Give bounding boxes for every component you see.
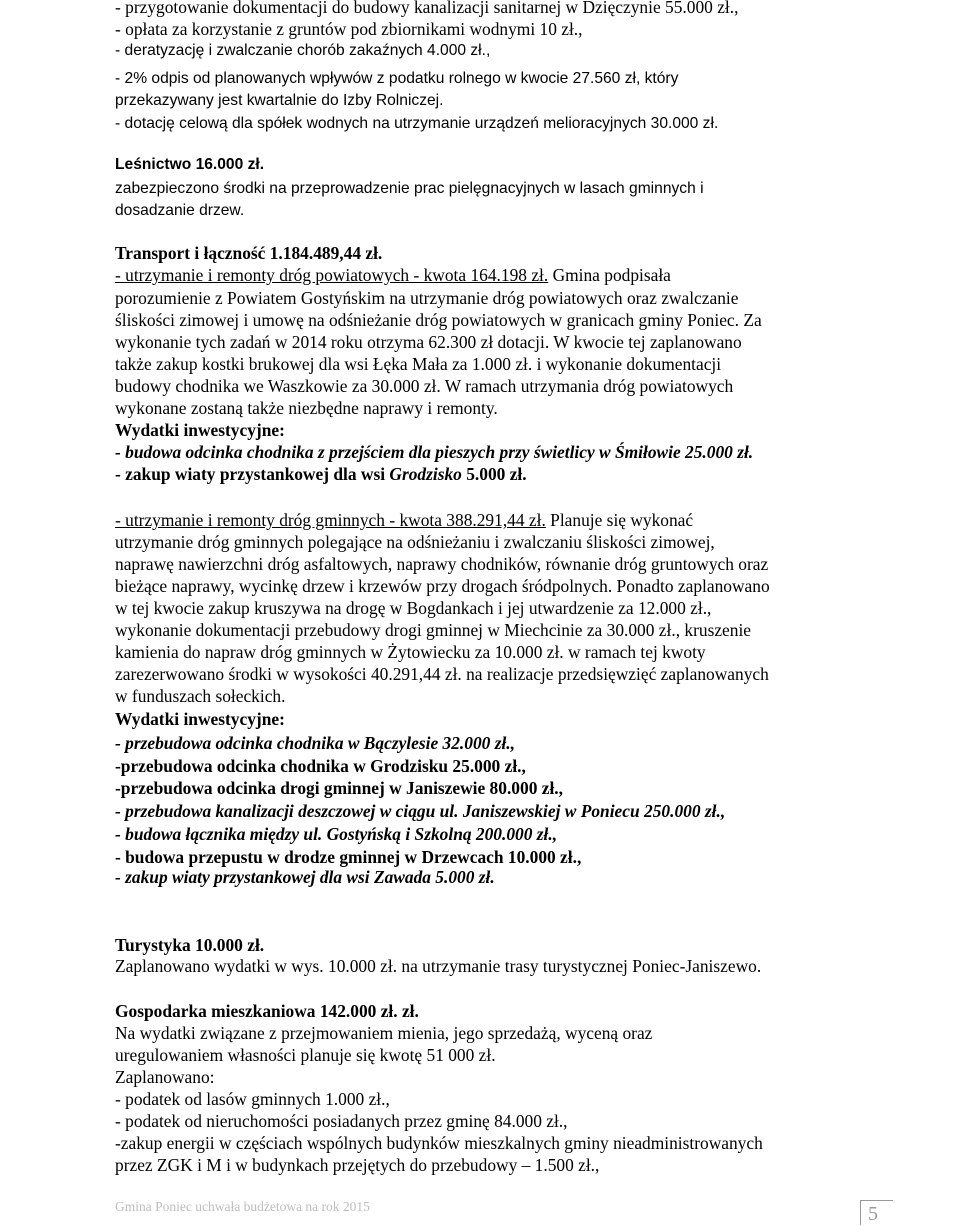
- text-line: wykonane zostaną także niezbędne naprawy i remonty.: [115, 398, 498, 418]
- section-heading-gospodarka: Gospodarka mieszkaniowa 142.000 zł. zł.: [115, 1001, 419, 1021]
- section-heading-lesnictwo: Leśnictwo 16.000 zł.: [115, 156, 265, 173]
- text-line: zabezpieczono środki na przeprowadzenie prac pielęgnacyjnych w lasach gminnych i: [115, 180, 704, 197]
- investment-item: - zakup wiaty przystankowej dla wsi Zawada 5.000 zł.: [115, 867, 495, 887]
- page-number: 5: [868, 1203, 878, 1225]
- text-fragment: Gmina podpisała: [548, 265, 671, 285]
- investment-item: - budowa łącznika między ul. Gostyńską i Szkolną 200.000 zł.,: [115, 824, 558, 844]
- investment-heading: Wydatki inwestycyjne:: [115, 420, 285, 440]
- subsection-heading-drogi-powiatowe: - utrzymanie i remonty dróg powiatowych - kwota 164.198 zł.: [115, 265, 549, 285]
- investment-item: - budowa przepustu w drodze gminnej w Drzewcach 10.000 zł.,: [115, 847, 582, 867]
- investment-item: -przebudowa odcinka chodnika w Grodzisku 25.000 zł.,: [115, 756, 526, 776]
- text-line: także zakup kostki brukowej dla wsi Łęka Mała za 1.000 zł. i wykonanie dokumentacji: [115, 354, 722, 374]
- text-line: Na wydatki związane z przejmowaniem mienia, jego sprzedażą, wyceną oraz: [115, 1023, 653, 1043]
- investment-heading: Wydatki inwestycyjne:: [115, 709, 285, 729]
- text-line: - podatek od nieruchomości posiadanych przez gminę 84.000 zł.,: [115, 1111, 568, 1131]
- text-line: - podatek od lasów gminnych 1.000 zł.,: [115, 1089, 390, 1109]
- section-heading-transport: Transport i łączność 1.184.489,44 zł.: [115, 243, 383, 263]
- investment-item: - przebudowa kanalizacji deszczowej w ciągu ul. Janiszewskiej w Poniecu 250.000 zł.,: [115, 801, 726, 821]
- text-line: - deratyzację i zwalczanie chorób zakaźnych 4.000 zł.,: [115, 42, 491, 59]
- text-fragment: Planuje się wykonać: [545, 510, 694, 530]
- text-line: Zaplanowano:: [115, 1067, 215, 1087]
- text-fragment: Grodzisko: [389, 464, 462, 484]
- text-line: przekazywany jest kwartalnie do Izby Rolniczej.: [115, 92, 444, 109]
- page-number-box: [860, 1200, 893, 1225]
- investment-item: - przebudowa odcinka chodnika w Bączylesie 32.000 zł.,: [115, 733, 515, 753]
- text-line: - dotację celową dla spółek wodnych na utrzymanie urządzeń melioracyjnych 30.000 zł.: [115, 115, 719, 132]
- text-line: w tej kwocie zakup kruszywa na drogę w Bogdankach i jej utwardzenie za 12.000 zł.,: [115, 598, 712, 618]
- text-line: -zakup energii w częściach wspólnych budynków mieszkalnych gminy nieadministrowanych: [115, 1133, 763, 1153]
- text-line: w funduszach sołeckich.: [115, 686, 286, 706]
- text-line: utrzymanie dróg gminnych polegające na odśnieżaniu i zwalczaniu śliskości zimowej,: [115, 532, 715, 552]
- text-line: wykonanie tych zadań w 2014 roku otrzyma 62.300 zł dotacji. W kwocie tej zaplanowano: [115, 332, 742, 352]
- text-line: kamienia do napraw dróg gminnych w Żytowiecku za 10.000 zł. w ramach tej kwoty: [115, 642, 706, 662]
- text-line: Zaplanowano wydatki w wys. 10.000 zł. na utrzymanie trasy turystycznej Poniec-Janiszewo.: [115, 956, 762, 976]
- text-line: budowy chodnika we Waszkowie za 30.000 zł. W ramach utrzymania dróg powiatowych: [115, 376, 734, 396]
- text-line: - opłata za korzystanie z gruntów pod zbiornikami wodnymi 10 zł.,: [115, 19, 583, 39]
- investment-item: [115, 463, 527, 485]
- subsection-heading-drogi-gminne: - utrzymanie i remonty dróg gminnych - kwota 388.291,44 zł.: [115, 510, 546, 530]
- text-line: porozumienie z Powiatem Gostyńskim na utrzymanie dróg powiatowych oraz zwalczanie: [115, 288, 739, 308]
- investment-item: -przebudowa odcinka drogi gminnej w Janiszewie 80.000 zł.,: [115, 778, 563, 798]
- text-line: uregulowaniem własności planuje się kwotę 51 000 zł.: [115, 1045, 496, 1065]
- section-heading-turystyka: Turystyka 10.000 zł.: [115, 935, 265, 955]
- text-fragment: 5.000 zł.: [461, 464, 527, 484]
- text-line: wykonanie dokumentacji przebudowy drogi gminnej w Miechcinie za 30.000 zł., kruszenie: [115, 620, 752, 640]
- text-line: naprawę nawierzchni dróg asfaltowych, naprawy chodników, równanie dróg gruntowych oraz: [115, 554, 769, 574]
- text-line: bieżące naprawy, wycinkę drzew i krzewów przy drogach śródpolnych. Ponadto zaplanowano: [115, 576, 770, 596]
- footer-text: Gmina Poniec uchwała budżetowa na rok 2015: [115, 1199, 370, 1214]
- text-line: [115, 264, 671, 286]
- text-line: dosadzanie drzew.: [115, 202, 245, 219]
- text-line: zarezerwowano środki w wysokości 40.291,44 zł. na realizacje przedsięwzięć zaplanowanych: [115, 664, 769, 684]
- text-fragment: - zakup wiaty przystankowej dla wsi: [115, 464, 390, 484]
- text-line: [115, 509, 693, 531]
- text-line: - 2% odpis od planowanych wpływów z podatku rolnego w kwocie 27.560 zł, który: [115, 70, 679, 87]
- text-line: przez ZGK i M i w budynkach przejętych do przebudowy – 1.500 zł.,: [115, 1155, 600, 1175]
- investment-item: - budowa odcinka chodnika z przejściem dla pieszych przy świetlicy w Śmiłowie 25.000 zł.: [115, 442, 754, 462]
- text-line: śliskości zimowej i umowę na odśnieżanie dróg powiatowych w granicach gminy Poniec. Za: [115, 310, 762, 330]
- text-line: - przygotowanie dokumentacji do budowy kanalizacji sanitarnej w Dzięczynie 55.000 zł.,: [115, 0, 739, 17]
